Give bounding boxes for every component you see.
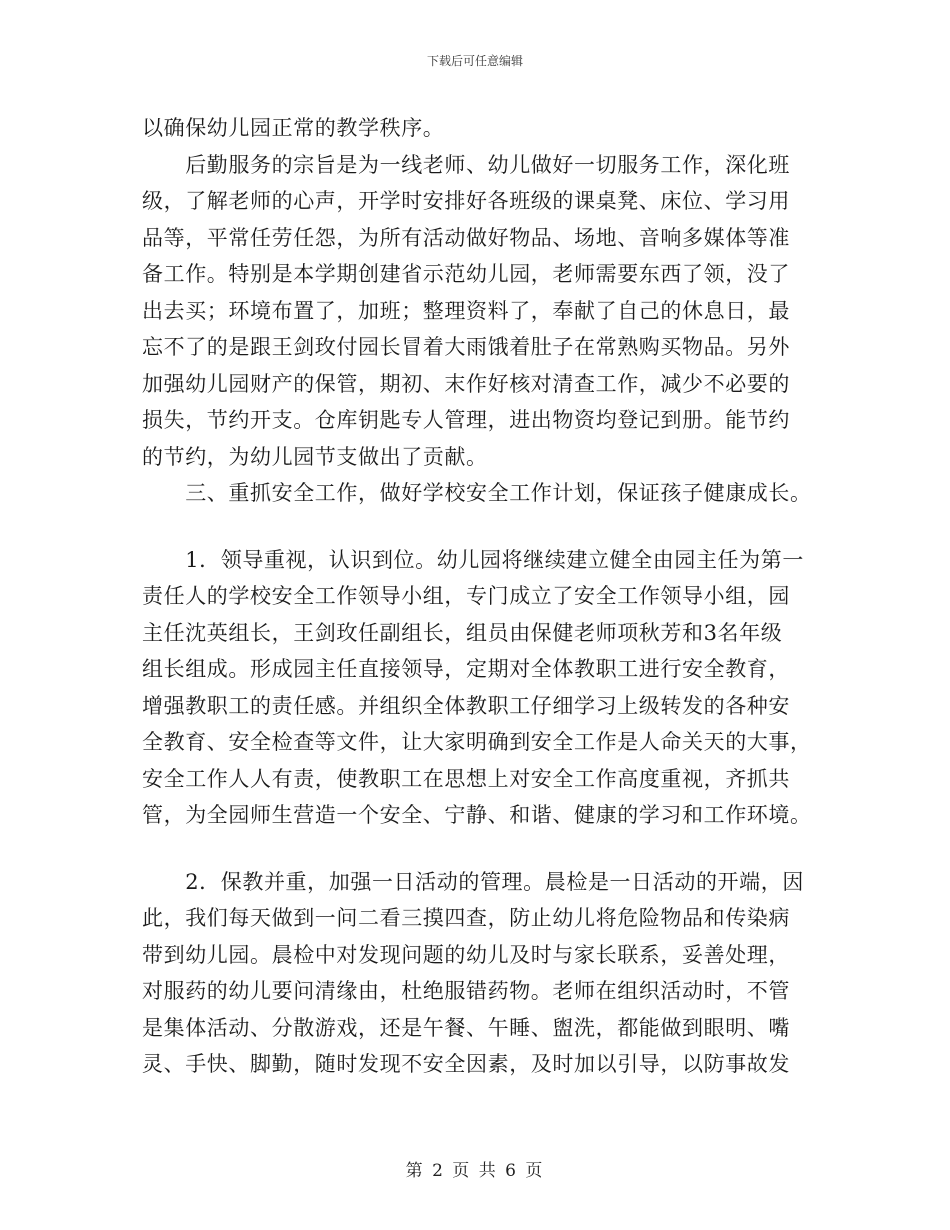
paragraph-gap	[142, 834, 814, 864]
document-body	[142, 110, 814, 1083]
text-line: 是集体活动、分散游戏，还是午餐、午睡、盥洗，都能做到眼明、嘴	[142, 1015, 790, 1040]
text-line: 以确保幼儿园正常的教学秩序。	[142, 116, 445, 140]
text-line: 级，了解老师的心声，开学时安排好各班级的课桌凳、床位、学习用	[142, 189, 790, 213]
text-line: 后勤服务的宗旨是为一线老师、幼儿做好一切服务工作，深化班	[142, 152, 790, 177]
paragraph	[142, 147, 814, 476]
text-line: 出去买；环境布置了，加班；整理资料了，奉献了自己的休息日，最	[142, 298, 790, 323]
text-line: 责任人的学校安全工作领导小组，专门成立了安全工作领导小组，园	[142, 584, 790, 608]
text-line: 全教育、安全检查等文件，让大家明确到安全工作是人命关天的大事，	[142, 730, 812, 754]
text-line: 2．保教并重，加强一日活动的管理。晨检是一日活动的开端，因	[142, 869, 804, 894]
paragraph-gap	[142, 512, 814, 542]
section-heading: 三、重抓安全工作，做好学校安全工作计划，保证孩子健康成长。	[142, 481, 812, 505]
text-line: 组长组成。形成园主任直接领导，定期对全体教职工进行安全教育，	[142, 657, 790, 681]
paragraph	[142, 110, 814, 147]
text-line: 安全工作人人有责，使教职工在思想上对安全工作高度重视，齐抓共	[142, 766, 790, 791]
page-number-footer: 第 2 页 共 6 页	[405, 1161, 545, 1181]
text-line: 带到幼儿园。晨检中对发现问题的幼儿及时与家长联系，妥善处理，	[142, 942, 790, 967]
text-line: 加强幼儿园财产的保管，期初、末作好核对清查工作，减少不必要的	[142, 371, 790, 396]
paragraph	[142, 475, 814, 512]
paragraph	[142, 864, 814, 1083]
text-line: 备工作。特别是本学期创建省示范幼儿园，老师需要东西了领，没了	[142, 262, 790, 286]
text-line: 对服药的幼儿要问清缘由，杜绝服错药物。老师在组织活动时，不管	[142, 979, 790, 1003]
text-line: 管，为全园师生营造一个安全、宁静、和谐、健康的学习和工作环境。	[142, 803, 812, 827]
text-line: 损失，节约开支。仓库钥匙专人管理，进出物资均登记到册。能节约	[142, 408, 790, 432]
text-line: 此，我们每天做到一问二看三摸四查，防止幼儿将危险物品和传染病	[142, 906, 790, 930]
text-line: 1．领导重视，认识到位。幼儿园将继续建立健全由园主任为第一	[142, 547, 804, 572]
text-line: 灵、手快、脚勤，随时发现不安全因素，及时加以引导，以防事故发	[142, 1052, 790, 1076]
page-header-note: 下载后可任意编辑	[426, 54, 523, 68]
paragraph	[142, 542, 814, 834]
text-line: 的节约，为幼儿园节支做出了贡献。	[142, 444, 488, 469]
text-line: 主任沈英组长，王剑玫任副组长，组员由保健老师项秋芳和3名年级	[142, 620, 783, 645]
text-line: 品等，平常任劳任怨，为所有活动做好物品、场地、音响多媒体等准	[142, 225, 790, 250]
text-line: 增强教职工的责任感。并组织全体教职工仔细学习上级转发的各种安	[142, 693, 790, 718]
text-line: 忘不了的是跟王剑玫付园长冒着大雨饿着肚子在常熟购买物品。另外	[142, 335, 790, 359]
